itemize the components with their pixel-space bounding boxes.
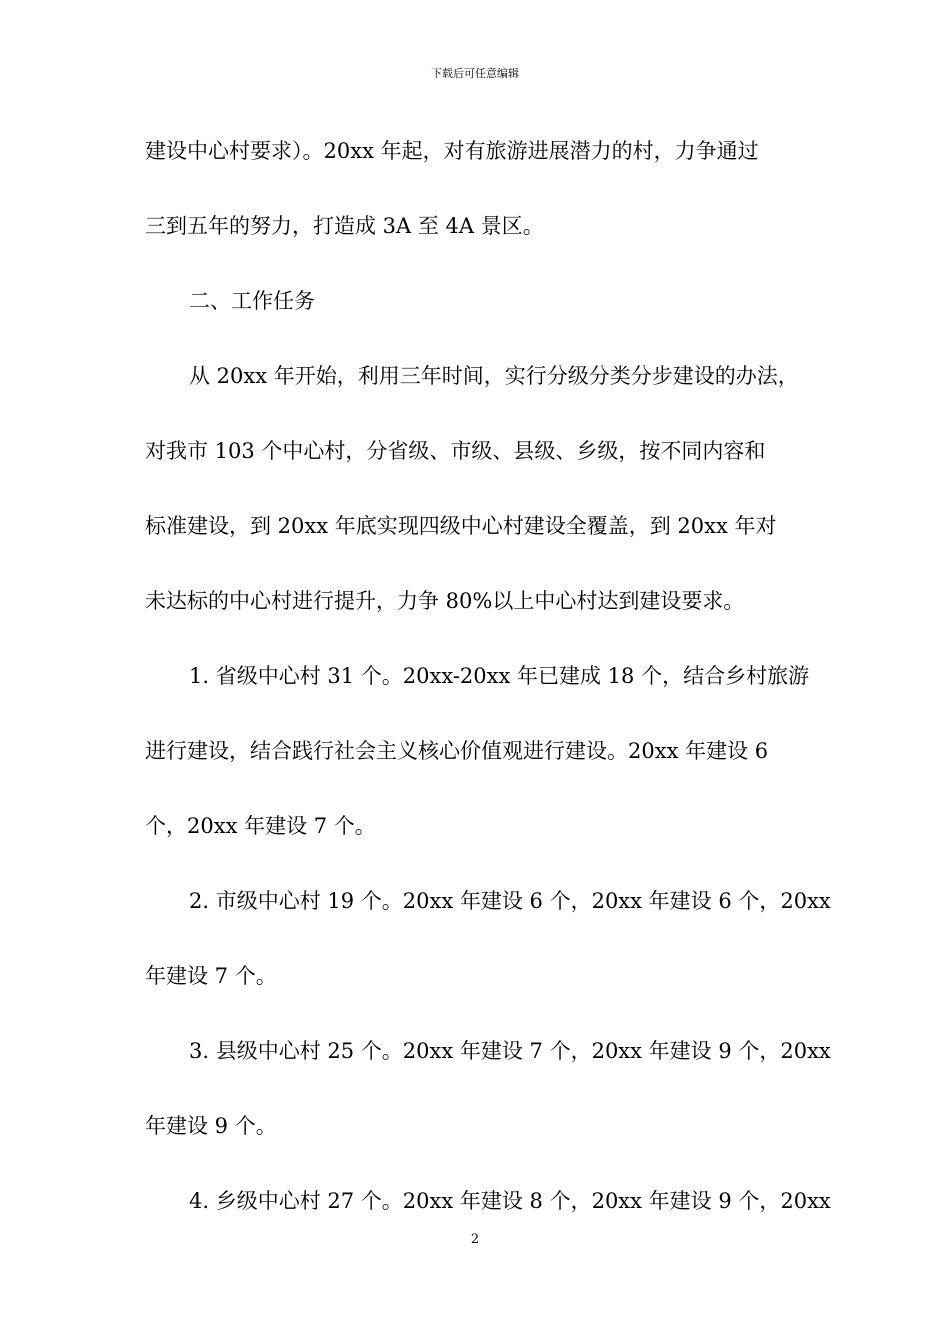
page-header: 下载后可任意编辑 — [431, 67, 519, 80]
paragraph-start: 从 20xx 年开始，利用三年时间，实行分级分类分步建设的办法， — [189, 364, 799, 388]
list-item-start: 4. 乡级中心村 27 个。20xx 年建设 8 个，20xx 年建设 9 个，20xx — [189, 1189, 831, 1213]
body-line: 年建设 9 个。 — [145, 1114, 277, 1138]
body-line: 个，20xx 年建设 7 个。 — [145, 814, 376, 838]
document-body — [145, 131, 831, 1256]
page-number: 2 — [470, 1232, 480, 1247]
body-line: 标准建设，到 20xx 年底实现四级中心村建设全覆盖，到 20xx 年对 — [145, 514, 777, 538]
section-heading: 二、工作任务 — [189, 289, 315, 313]
list-item-start: 1. 省级中心村 31 个。20xx-20xx 年已建成 18 个，结合乡村旅游 — [189, 664, 810, 688]
body-line: 未达标的中心村进行提升，力争 80%以上中心村达到建设要求。 — [145, 589, 745, 613]
list-item-start: 3. 县级中心村 25 个。20xx 年建设 7 个，20xx 年建设 9 个，20xx — [189, 1039, 831, 1063]
body-line: 建设中心村要求）。20xx 年起，对有旅游进展潜力的村，力争通过 — [145, 139, 759, 163]
body-line: 三到五年的努力，打造成 3A 至 4A 景区。 — [145, 214, 544, 238]
body-line: 进行建设，结合践行社会主义核心价值观进行建设。20xx 年建设 6 — [145, 739, 769, 763]
body-line: 对我市 103 个中心村，分省级、市级、县级、乡级，按不同内容和 — [145, 439, 766, 463]
list-item-start: 2. 市级中心村 19 个。20xx 年建设 6 个，20xx 年建设 6 个，20xx — [189, 889, 831, 913]
body-line: 年建设 7 个。 — [145, 964, 277, 988]
